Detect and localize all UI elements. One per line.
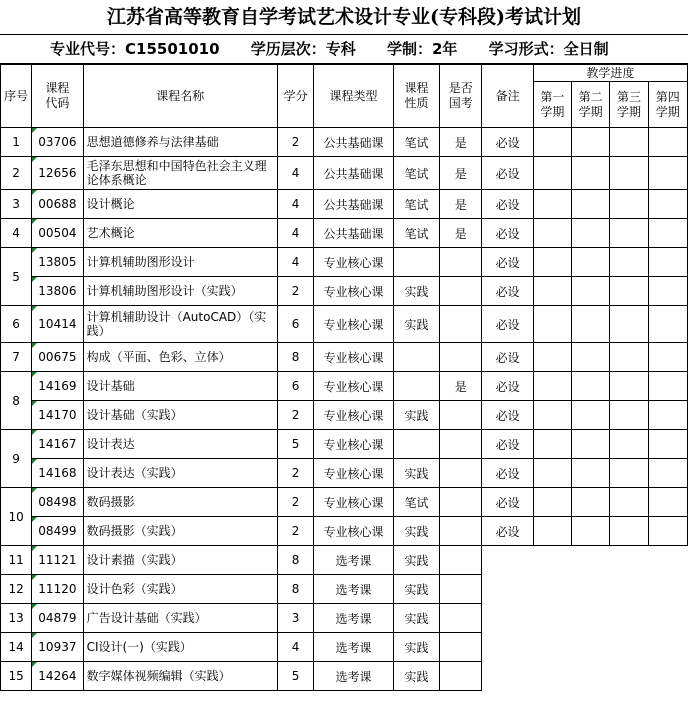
cell-semester-3 [610, 459, 648, 488]
cell-course-name: 构成（平面、色彩、立体） [83, 343, 277, 372]
cell-semester-3 [610, 157, 648, 190]
header-sem2: 第二学期 [572, 82, 610, 128]
cell-code: 14169 [32, 372, 83, 401]
cell-course-type: 选考课 [314, 604, 394, 633]
cell-national-exam [440, 401, 482, 430]
cell-semester-2 [572, 306, 610, 343]
cell-credit: 8 [277, 343, 313, 372]
cell-credit: 6 [277, 372, 313, 401]
cell-code: 14167 [32, 430, 83, 459]
cell-credit: 5 [277, 430, 313, 459]
cell-code: 08499 [32, 517, 83, 546]
cell-semester-3 [610, 128, 648, 157]
cell-course-type: 专业核心课 [314, 343, 394, 372]
cell-semester-4 [648, 517, 687, 546]
cell-semester-1 [533, 343, 571, 372]
cell-course-nature: 实践 [393, 604, 439, 633]
cell-course-name: 设计表达（实践） [83, 459, 277, 488]
cell-course-type: 公共基础课 [314, 157, 394, 190]
cell-seq: 2 [1, 157, 32, 190]
cell-code: 00688 [32, 190, 83, 219]
cell-national-exam [440, 517, 482, 546]
cell-course-name: 艺术概论 [83, 219, 277, 248]
cell-code: 10414 [32, 306, 83, 343]
cell-seq: 4 [1, 219, 32, 248]
cell-credit: 2 [277, 488, 313, 517]
cell-credit: 2 [277, 459, 313, 488]
cell-course-type: 专业核心课 [314, 372, 394, 401]
cell-credit: 4 [277, 157, 313, 190]
cell-national-exam [440, 459, 482, 488]
table-row [1, 306, 688, 343]
cell-semester-2 [572, 190, 610, 219]
cell-remark: 必设 [482, 219, 533, 248]
cell-semester-1 [533, 306, 571, 343]
cell-seq: 5 [1, 248, 32, 306]
header-national: 是否国考 [440, 65, 482, 128]
cell-national-exam [440, 248, 482, 277]
cell-remark: 必设 [482, 248, 533, 277]
exam-plan-table [0, 64, 688, 691]
cell-national-exam: 是 [440, 128, 482, 157]
table-row [1, 459, 688, 488]
cell-remark: 必设 [482, 277, 533, 306]
program-code: 专业代号：C15501010 [50, 40, 220, 58]
table-row [1, 430, 688, 459]
cell-semester-4 [648, 459, 687, 488]
cell-semester-2 [572, 430, 610, 459]
cell-course-nature: 实践 [393, 277, 439, 306]
header-sem3: 第三学期 [610, 82, 648, 128]
cell-course-name: 思想道德修养与法律基础 [83, 128, 277, 157]
cell-course-name: 设计色彩（实践） [83, 575, 277, 604]
header-sem4: 第四学期 [648, 82, 687, 128]
cell-course-nature: 实践 [393, 517, 439, 546]
cell-semester-1 [533, 157, 571, 190]
cell-course-type: 专业核心课 [314, 248, 394, 277]
cell-national-exam: 是 [440, 190, 482, 219]
header-remark: 备注 [482, 65, 533, 128]
cell-semester-1 [533, 277, 571, 306]
cell-semester-1 [533, 372, 571, 401]
cell-course-name: 数字媒体视频编辑（实践） [83, 662, 277, 691]
cell-course-nature: 实践 [393, 306, 439, 343]
cell-course-nature: 实践 [393, 401, 439, 430]
cell-semester-1 [533, 128, 571, 157]
cell-seq: 9 [1, 430, 32, 488]
cell-semester-3 [610, 219, 648, 248]
cell-code: 04879 [32, 604, 83, 633]
cell-seq: 15 [1, 662, 32, 691]
cell-course-name: 计算机辅助图形设计（实践） [83, 277, 277, 306]
cell-semester-2 [572, 248, 610, 277]
cell-credit: 2 [277, 128, 313, 157]
cell-course-name: 数码摄影（实践） [83, 517, 277, 546]
cell-course-type: 专业核心课 [314, 306, 394, 343]
cell-semester-2 [572, 401, 610, 430]
cell-semester-1 [533, 488, 571, 517]
cell-semester-3 [610, 248, 648, 277]
cell-course-type: 选考课 [314, 633, 394, 662]
table-row [1, 517, 688, 546]
cell-course-type: 专业核心课 [314, 401, 394, 430]
cell-course-nature: 笔试 [393, 488, 439, 517]
cell-course-type: 公共基础课 [314, 128, 394, 157]
cell-course-nature [393, 343, 439, 372]
cell-semester-4 [648, 248, 687, 277]
header-credit: 学分 [277, 65, 313, 128]
cell-course-nature: 实践 [393, 459, 439, 488]
cell-code: 13805 [32, 248, 83, 277]
table-row [1, 343, 688, 372]
cell-semester-2 [572, 343, 610, 372]
header-type: 课程类型 [314, 65, 394, 128]
cell-remark: 必设 [482, 517, 533, 546]
table-row [1, 219, 688, 248]
cell-semester-3 [610, 372, 648, 401]
cell-credit: 2 [277, 517, 313, 546]
table-row [1, 372, 688, 401]
cell-course-name: CI设计(一)（实践） [83, 633, 277, 662]
cell-semester-2 [572, 219, 610, 248]
cell-national-exam [440, 306, 482, 343]
cell-course-nature: 实践 [393, 662, 439, 691]
header-row [1, 65, 688, 82]
cell-national-exam: 是 [440, 157, 482, 190]
cell-semester-4 [648, 128, 687, 157]
cell-national-exam [440, 430, 482, 459]
table-row [1, 157, 688, 190]
cell-course-nature: 笔试 [393, 128, 439, 157]
cell-seq: 7 [1, 343, 32, 372]
cell-course-name: 广告设计基础（实践） [83, 604, 277, 633]
cell-code: 14170 [32, 401, 83, 430]
cell-semester-2 [572, 157, 610, 190]
cell-code: 11120 [32, 575, 83, 604]
cell-course-nature [393, 430, 439, 459]
cell-semester-4 [648, 401, 687, 430]
education-level: 学历层次：专科 [250, 40, 356, 58]
cell-semester-4 [648, 488, 687, 517]
cell-national-exam [440, 604, 482, 633]
cell-course-name: 设计表达 [83, 430, 277, 459]
cell-seq: 6 [1, 306, 32, 343]
cell-course-nature [393, 248, 439, 277]
blank-area [482, 546, 688, 691]
cell-course-type: 专业核心课 [314, 430, 394, 459]
cell-credit: 3 [277, 604, 313, 633]
cell-course-type: 专业核心课 [314, 459, 394, 488]
cell-remark: 必设 [482, 128, 533, 157]
header-seq: 序号 [1, 65, 32, 128]
cell-seq: 1 [1, 128, 32, 157]
cell-code: 00675 [32, 343, 83, 372]
cell-national-exam: 是 [440, 219, 482, 248]
cell-semester-1 [533, 401, 571, 430]
cell-credit: 8 [277, 575, 313, 604]
cell-seq: 11 [1, 546, 32, 575]
cell-semester-3 [610, 488, 648, 517]
cell-semester-3 [610, 430, 648, 459]
cell-semester-4 [648, 430, 687, 459]
cell-course-nature: 实践 [393, 546, 439, 575]
cell-seq: 12 [1, 575, 32, 604]
cell-credit: 2 [277, 277, 313, 306]
cell-remark: 必设 [482, 306, 533, 343]
cell-course-type: 选考课 [314, 546, 394, 575]
cell-semester-4 [648, 306, 687, 343]
cell-semester-1 [533, 219, 571, 248]
cell-remark: 必设 [482, 430, 533, 459]
cell-national-exam [440, 633, 482, 662]
cell-code: 13806 [32, 277, 83, 306]
cell-remark: 必设 [482, 343, 533, 372]
cell-code: 12656 [32, 157, 83, 190]
cell-national-exam [440, 343, 482, 372]
cell-remark: 必设 [482, 372, 533, 401]
cell-semester-3 [610, 401, 648, 430]
cell-semester-1 [533, 430, 571, 459]
cell-course-type: 专业核心课 [314, 488, 394, 517]
program-duration: 学制：2年 [387, 40, 458, 58]
cell-course-nature [393, 372, 439, 401]
page-title: 江苏省高等教育自学考试艺术设计专业(专科段)考试计划 [0, 0, 688, 35]
cell-semester-3 [610, 277, 648, 306]
cell-national-exam [440, 488, 482, 517]
cell-semester-2 [572, 128, 610, 157]
header-progress: 教学进度 [533, 65, 687, 82]
cell-course-name: 设计基础（实践） [83, 401, 277, 430]
cell-course-type: 选考课 [314, 575, 394, 604]
cell-national-exam [440, 277, 482, 306]
cell-credit: 4 [277, 248, 313, 277]
cell-semester-3 [610, 517, 648, 546]
cell-credit: 5 [277, 662, 313, 691]
table-row [1, 546, 688, 575]
cell-remark: 必设 [482, 488, 533, 517]
cell-course-type: 专业核心课 [314, 517, 394, 546]
table-row [1, 248, 688, 277]
table-row [1, 277, 688, 306]
cell-semester-1 [533, 517, 571, 546]
cell-semester-3 [610, 190, 648, 219]
cell-course-name: 计算机辅助图形设计 [83, 248, 277, 277]
header-sem1: 第一学期 [533, 82, 571, 128]
cell-course-type: 专业核心课 [314, 277, 394, 306]
cell-course-name: 设计基础 [83, 372, 277, 401]
cell-semester-2 [572, 277, 610, 306]
cell-seq: 14 [1, 633, 32, 662]
cell-course-name: 毛泽东思想和中国特色社会主义理论体系概论 [83, 157, 277, 190]
cell-course-name: 计算机辅助设计（AutoCAD）（实践） [83, 306, 277, 343]
header-name: 课程名称 [83, 65, 277, 128]
table-row [1, 128, 688, 157]
cell-semester-2 [572, 488, 610, 517]
cell-course-type: 选考课 [314, 662, 394, 691]
cell-course-type: 公共基础课 [314, 219, 394, 248]
cell-credit: 6 [277, 306, 313, 343]
cell-national-exam: 是 [440, 372, 482, 401]
cell-semester-2 [572, 459, 610, 488]
study-mode: 学习形式：全日制 [488, 40, 609, 58]
cell-national-exam [440, 575, 482, 604]
cell-national-exam [440, 662, 482, 691]
header-code: 课程代码 [32, 65, 83, 128]
cell-credit: 4 [277, 190, 313, 219]
cell-course-name: 设计概论 [83, 190, 277, 219]
cell-semester-2 [572, 517, 610, 546]
cell-semester-4 [648, 190, 687, 219]
cell-semester-4 [648, 277, 687, 306]
cell-code: 14168 [32, 459, 83, 488]
header-nature: 课程性质 [393, 65, 439, 128]
cell-remark: 必设 [482, 459, 533, 488]
cell-semester-1 [533, 190, 571, 219]
cell-course-nature: 实践 [393, 633, 439, 662]
cell-credit: 4 [277, 633, 313, 662]
program-info [0, 35, 688, 64]
cell-seq: 8 [1, 372, 32, 430]
cell-semester-4 [648, 372, 687, 401]
cell-code: 10937 [32, 633, 83, 662]
cell-semester-4 [648, 219, 687, 248]
cell-credit: 2 [277, 401, 313, 430]
cell-course-nature: 笔试 [393, 157, 439, 190]
cell-code: 03706 [32, 128, 83, 157]
cell-semester-3 [610, 343, 648, 372]
cell-semester-2 [572, 372, 610, 401]
cell-code: 11121 [32, 546, 83, 575]
cell-course-nature: 笔试 [393, 190, 439, 219]
cell-remark: 必设 [482, 190, 533, 219]
cell-code: 08498 [32, 488, 83, 517]
cell-national-exam [440, 546, 482, 575]
table-row [1, 488, 688, 517]
cell-course-type: 公共基础课 [314, 190, 394, 219]
cell-code: 00504 [32, 219, 83, 248]
cell-course-name: 设计素描（实践） [83, 546, 277, 575]
cell-code: 14264 [32, 662, 83, 691]
cell-semester-1 [533, 248, 571, 277]
cell-remark: 必设 [482, 157, 533, 190]
cell-semester-1 [533, 459, 571, 488]
cell-course-nature: 笔试 [393, 219, 439, 248]
cell-remark: 必设 [482, 401, 533, 430]
table-row [1, 190, 688, 219]
cell-seq: 3 [1, 190, 32, 219]
table-row [1, 401, 688, 430]
cell-semester-4 [648, 157, 687, 190]
cell-semester-4 [648, 343, 687, 372]
cell-credit: 4 [277, 219, 313, 248]
cell-seq: 10 [1, 488, 32, 546]
cell-credit: 8 [277, 546, 313, 575]
cell-course-name: 数码摄影 [83, 488, 277, 517]
cell-semester-3 [610, 306, 648, 343]
cell-seq: 13 [1, 604, 32, 633]
cell-course-nature: 实践 [393, 575, 439, 604]
